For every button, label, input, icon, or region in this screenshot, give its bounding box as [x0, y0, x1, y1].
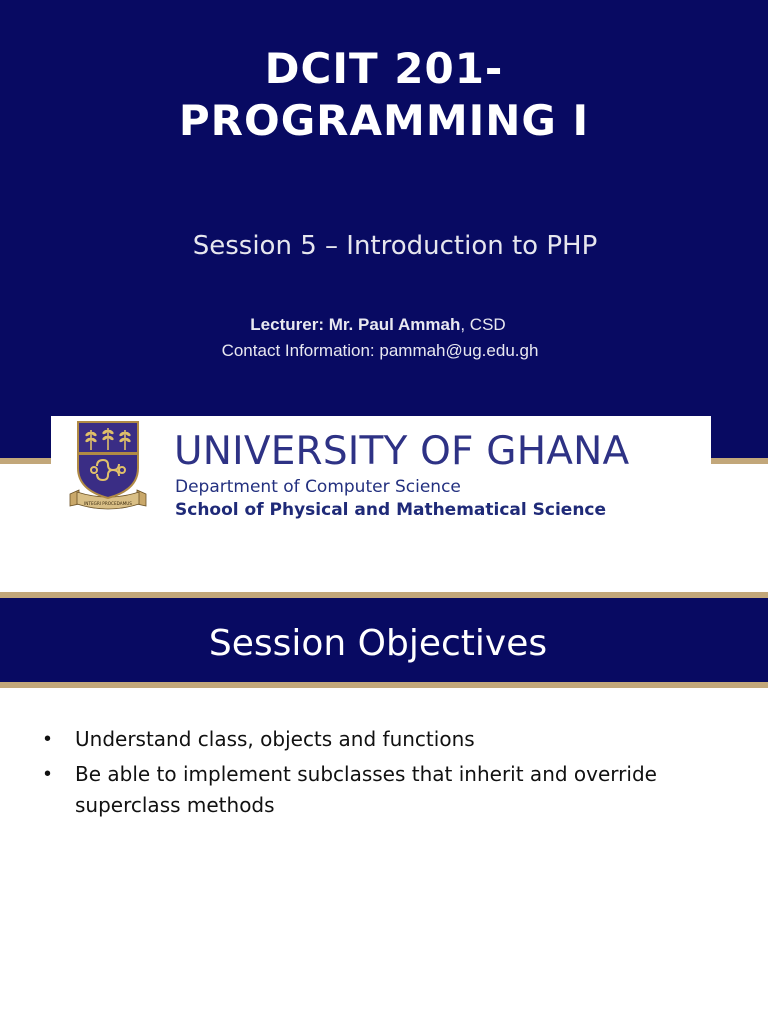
lecturer-info — [0, 313, 756, 337]
objectives-title: Session Objectives — [208, 623, 548, 664]
session-subtitle: Session 5 – Introduction to PHP — [192, 231, 598, 261]
course-title — [0, 43, 768, 147]
bullet-icon: • — [44, 728, 52, 750]
objectives-list — [44, 724, 734, 825]
university-crest-icon — [69, 420, 147, 512]
course-title-line1: DCIT 201- — [264, 44, 504, 93]
gold-divider-bottom — [0, 682, 768, 688]
lecturer-name: Lecturer: Mr. Paul Ammah — [250, 315, 461, 334]
list-item — [44, 759, 734, 821]
department-name: Department of Computer Science — [175, 477, 461, 497]
contact-info: Contact Information: pammah@ug.edu.gh — [221, 341, 539, 360]
course-title-line2: PROGRAMMING I — [178, 96, 590, 145]
crest-motto: INTEGRI PROCEDAMUS — [84, 501, 132, 506]
lecturer-dept: , CSD — [460, 315, 506, 334]
bullet-icon: • — [44, 763, 52, 785]
objectives-slide — [0, 592, 768, 1024]
objective-text: Be able to implement subclasses that inherit and override superclass methods — [75, 762, 657, 817]
school-name: School of Physical and Mathematical Science — [175, 500, 607, 520]
university-banner — [51, 416, 711, 528]
university-name: UNIVERSITY OF GHANA — [174, 429, 630, 474]
list-item — [44, 724, 734, 755]
objective-text: Understand class, objects and functions — [75, 727, 475, 751]
